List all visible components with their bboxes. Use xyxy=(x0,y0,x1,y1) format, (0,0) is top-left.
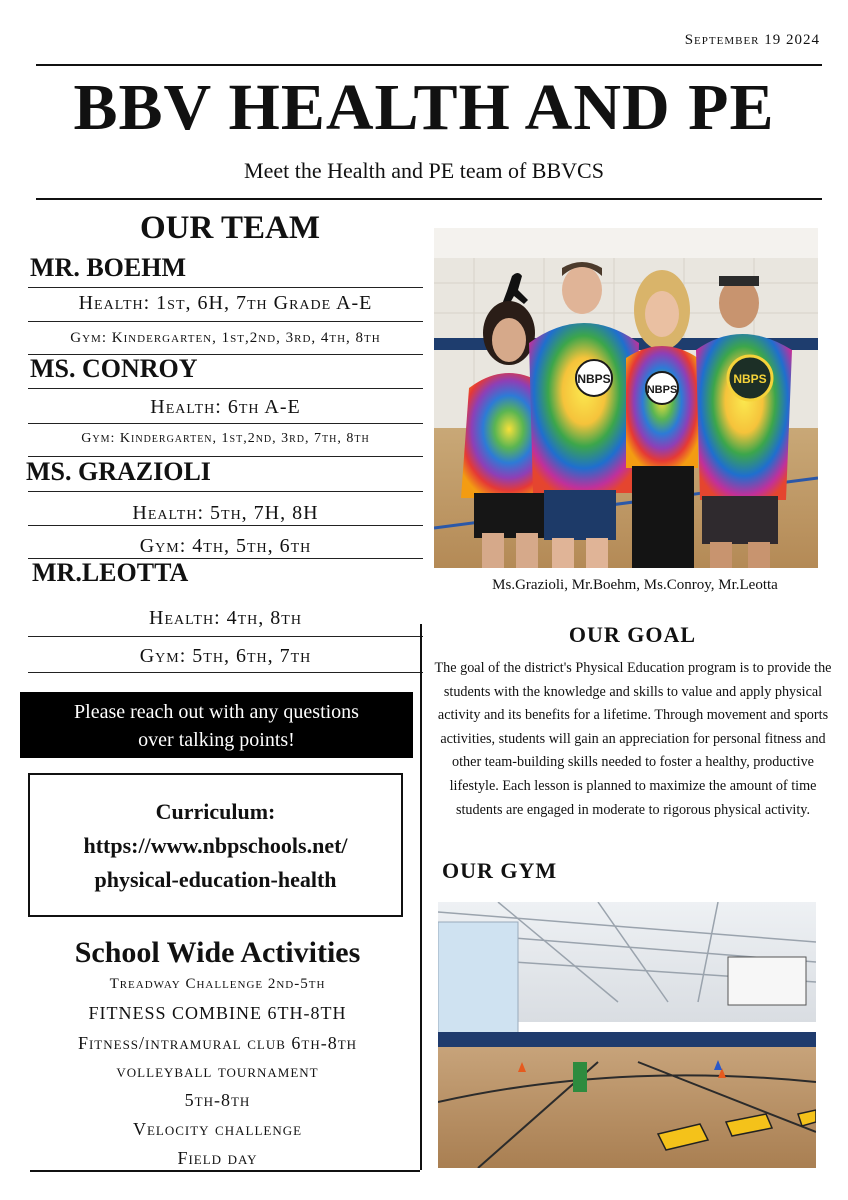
curriculum-box xyxy=(28,773,403,917)
activity-item: volleyball tournament xyxy=(116,1061,319,1081)
activity-item: Field day xyxy=(177,1148,258,1168)
member-name-boehm: MR. BOEHM xyxy=(30,253,186,282)
member-name-grazioli: MS. GRAZIOLI xyxy=(26,457,211,486)
contact-line-2: over talking points! xyxy=(138,729,295,751)
member-name-conroy: MS. CONROY xyxy=(30,354,198,383)
header-rule-bottom xyxy=(36,198,822,200)
member-gym-boehm: Gym: Kindergarten, 1st,2nd, 3rd, 4th, 8th xyxy=(70,330,381,346)
newsletter-title: BBV HEALTH AND PE xyxy=(73,71,775,144)
divider xyxy=(28,287,423,288)
member-gym-conroy: Gym: Kindergarten, 1st,2nd, 3rd, 7th, 8th xyxy=(81,431,370,446)
column-divider xyxy=(420,624,422,1170)
divider xyxy=(28,321,423,322)
divider xyxy=(28,491,423,492)
gym-photo-illustration xyxy=(438,902,816,1168)
bottom-rule xyxy=(30,1170,420,1172)
member-gym-grazioli: Gym: 4th, 5th, 6th xyxy=(139,535,312,557)
member-health-grazioli: Health: 5th, 7H, 8H xyxy=(132,502,319,524)
member-health-conroy: Health: 6th A-E xyxy=(150,396,301,418)
goal-heading: OUR GOAL xyxy=(568,622,697,647)
goal-text: The goal of the district's Physical Education program is to provide the students with the knowledge and skills to value and apply physical activity and its benefits for a lifetime. Through movement and sports activities, students will gain an appreciation for personal fitness and other team-building skills needed to foster a healthy, productive lifestyle. Each lesson is planned to maximize the amount of time students are engaged in moderate to rigorous physical activity. xyxy=(434,660,832,818)
divider xyxy=(28,636,423,637)
contact-banner xyxy=(20,692,413,758)
divider xyxy=(28,388,423,389)
activities-heading: School Wide Activities xyxy=(74,936,361,969)
member-health-leotta: Health: 4th, 8th xyxy=(149,607,302,629)
contact-line-1: Please reach out with any questions xyxy=(74,701,359,723)
divider xyxy=(28,423,423,424)
activity-item: Treadway Challenge 2nd-5th xyxy=(109,976,326,992)
header-rule-top xyxy=(36,64,822,66)
curriculum-link-line-1[interactable]: https://www.nbpschools.net/ xyxy=(83,833,348,858)
curriculum-link-line-2[interactable]: physical-education-health xyxy=(94,867,337,892)
activity-item: FITNESS COMBINE 6TH-8TH xyxy=(88,1003,347,1023)
divider xyxy=(28,525,423,526)
divider xyxy=(28,672,423,673)
svg-text:NBPS: NBPS xyxy=(577,372,611,386)
curriculum-label: Curriculum: xyxy=(155,799,276,824)
svg-text:NBPS: NBPS xyxy=(733,372,767,386)
activity-item: 5th-8th xyxy=(184,1090,251,1110)
gym-heading: OUR GYM xyxy=(442,858,558,883)
member-gym-leotta: Gym: 5th, 6th, 7th xyxy=(139,645,312,667)
team-photo-illustration xyxy=(434,228,818,568)
team-heading: OUR TEAM xyxy=(140,210,320,246)
member-health-boehm: Health: 1st, 6H, 7th Grade A-E xyxy=(78,292,373,314)
gym-photo xyxy=(438,902,816,1168)
team-photo xyxy=(434,228,818,568)
photo-caption: Ms.Grazioli, Mr.Boehm, Ms.Conroy, Mr.Leotta xyxy=(492,577,778,593)
newsletter-date: September 19 2024 xyxy=(684,32,820,48)
svg-text:NBPS: NBPS xyxy=(646,384,678,396)
activity-item: Fitness/intramural club 6th-8th xyxy=(77,1033,358,1053)
newsletter-subtitle: Meet the Health and PE team of BBVCS xyxy=(244,158,604,183)
member-name-leotta: MR.LEOTTA xyxy=(32,558,189,587)
activity-item: Velocity challenge xyxy=(132,1119,303,1139)
